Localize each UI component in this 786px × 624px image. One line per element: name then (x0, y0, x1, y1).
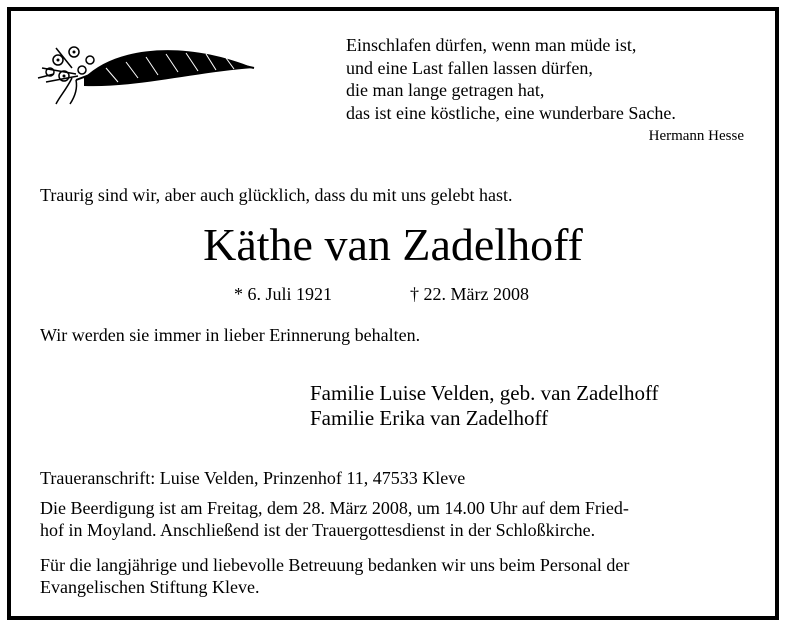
poem-line: Einschlafen dürfen, wenn man müde ist, (346, 35, 637, 55)
poem-line: die man lange getragen hat, (346, 80, 545, 100)
thanks-line: Evangelischen Stiftung Kleve. (40, 576, 260, 597)
funeral-line: hof in Moyland. Anschließend ist der Trauergottesdienst in der Schloßkirche. (40, 519, 596, 540)
birth-date: * 6. Juli 1921 (234, 284, 333, 304)
thanks-line: Für die langjährige und liebevolle Betreuung bedanken wir uns beim Personal der (40, 555, 630, 575)
funeral-info (40, 498, 629, 541)
poem-author: Hermann Hesse (648, 128, 744, 144)
feather-with-flowers-icon (36, 38, 256, 108)
poem-line: und eine Last fallen lassen dürfen, (346, 57, 593, 78)
funeral-line: Die Beerdigung ist am Freitag, dem 28. März 2008, um 14.00 Uhr auf dem Fried- (40, 498, 629, 518)
mourner-family: Familie Luise Velden, geb. van Zadelhoff (310, 381, 659, 405)
poem-line: das ist eine köstliche, eine wunderbare Sache. (346, 102, 676, 123)
mourning-address: Traueranschrift: Luise Velden, Prinzenhof 11, 47533 Kleve (40, 468, 466, 488)
mourner-family: Familie Erika van Zadelhoff (310, 406, 549, 430)
mourners (310, 381, 659, 431)
intro-text: Traurig sind wir, aber auch glücklich, dass du mit uns gelebt hast. (40, 185, 513, 205)
thanks-note (40, 555, 629, 598)
death-date: † 22. März 2008 (410, 284, 529, 304)
deceased-name: Käthe van Zadelhoff (203, 219, 583, 270)
memory-text: Wir werden sie immer in lieber Erinnerung behalten. (40, 325, 421, 345)
poem (346, 34, 676, 124)
